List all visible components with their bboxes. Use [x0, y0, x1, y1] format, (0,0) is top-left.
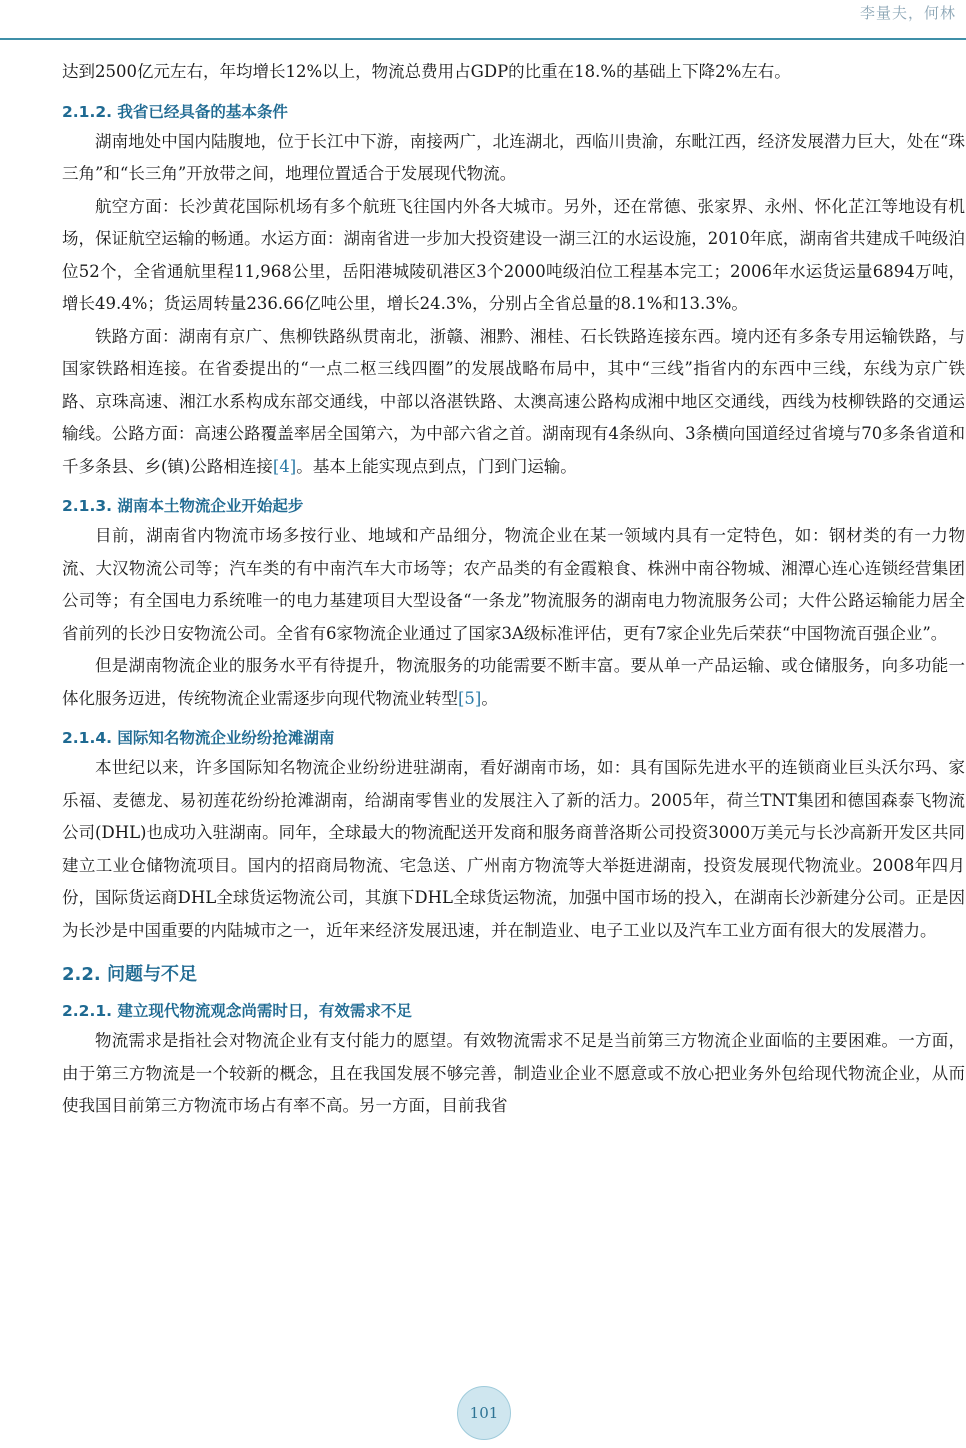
paragraph-text: 铁路方面：湖南有京广、焦柳铁路纵贯南北，浙赣、湘黔、湘桂、石长铁路连接东西。境内还有多条专用运输铁路，与国家铁路相连接。在省委提出的“一点二枢三线四圈”的发展战略布局中，其中“三线”指省内的东西中三线，东线为京广铁路、京珠高速、湘江水系构成东部交通线，中部以洛湛铁路、太澳高速公路构成湘中地区交通线，西线为枝柳铁路的交通运输线。公路方面：高速公路覆盖率居全国第六，为中部六省之首。湖南现有4条纵向、3条横向国道经过省境与70多条省道和千多条县、乡(镇)公路相连接	[62, 326, 965, 476]
paragraph: 航空方面：长沙黄花国际机场有多个航班飞往国内外各大城市。另外，还在常德、张家界、永州、怀化芷江等地设有机场，保证航空运输的畅通。水运方面：湖南省进一步加大投资建设一湖三江的水运设施，2010年底，湖南省共建成千吨级泊位52个，全省通航里程11,968公里，岳阳港城陵矶港区3个2000吨级泊位工程基本完工；2006年水运货运量6894万吨，增长49.4%；货运周转量236.66亿吨公里，增长24.3%，分别占全省总量的8.1%和13.3%。	[62, 196, 965, 313]
paragraph: 湖南地处中国内陆腹地，位于长江中下游，南接两广，北连湖北，西临川贵渝，东毗江西，经济发展潜力巨大，处在“珠三角”和“长三角”开放带之间，地理位置适合于发展现代物流。	[62, 131, 965, 183]
paragraph: 目前，湖南省内物流市场多按行业、地域和产品细分，物流企业在某一领域内具有一定特色，如：钢材类的有一力物流、大汉物流公司等；汽车类的有中南汽车大市场等；农产品类的有金霞粮食、株洲中南谷物城、湘潭心连心连锁经营集团公司等；有全国电力系统唯一的电力基建项目大型设备“一条龙”物流服务的湖南电力物流服务公司；大件公路运输能力居全省前列的长沙日安物流公司。全省有6家物流企业通过了国家3A级标准评估，更有7家企业先后荣获“中国物流百强企业”。	[62, 526, 965, 643]
header-rule	[0, 38, 966, 40]
page-body	[62, 56, 965, 1123]
paragraph	[62, 650, 965, 715]
paragraph: 物流需求是指社会对物流企业有支付能力的愿望。有效物流需求不足是当前第三方物流企业面临的主要困难。一方面，由于第三方物流是一个较新的概念，且在我国发展不够完善，制造业企业不愿意或不放心把业务外包给现代物流企业，从而使我国目前第三方物流市场占有率不高。另一方面，目前我省	[62, 1031, 965, 1115]
paragraph	[62, 321, 965, 484]
page-number: 101	[469, 1404, 499, 1422]
section-heading-2-2: 2.2. 问题与不足	[62, 964, 197, 985]
section-heading-2-1-2: 2.1.2. 我省已经具备的基本条件	[62, 102, 288, 121]
page-number-badge	[457, 1386, 511, 1440]
paragraph-text: 。	[481, 688, 498, 708]
paragraph-text: 。基本上能实现点到点，门到门运输。	[296, 456, 577, 476]
paragraph-text: 但是湖南物流企业的服务水平有待提升，物流服务的功能需要不断丰富。要从单一产品运输、或仓储服务，向多功能一体化服务迈进，传统物流企业需逐步向现代物流业转型	[62, 656, 965, 708]
citation-link[interactable]: [5]	[458, 688, 482, 708]
lead-paragraph: 达到2500亿元左右，年均增长12%以上，物流总费用占GDP的比重在18.%的基础上下降2%左右。	[62, 62, 791, 81]
paragraph: 本世纪以来，许多国际知名物流企业纷纷进驻湖南，看好湖南市场，如：具有国际先进水平的连锁商业巨头沃尔玛、家乐福、麦德龙、易初莲花纷纷抢滩湖南，给湖南零售业的发展注入了新的活力。2005年，荷兰TNT集团和德国森泰飞物流公司(DHL)也成功入驻湖南。同年，全球最大的物流配送开发商和服务商普洛斯公司投资3000万美元与长沙高新开发区共同建立工业仓储物流项目。国内的招商局物流、宅急送、广州南方物流等大举挺进湖南，投资发展现代物流业。2008年四月份，国际货运商DHL全球货运物流公司，其旗下DHL全球货运物流，加强中国市场的投入，在湖南长沙新建分公司。正是因为长沙是中国重要的内陆城市之一，近年来经济发展迅速，并在制造业、电子工业以及汽车工业方面有很大的发展潜力。	[62, 758, 965, 940]
section-heading-2-2-1: 2.2.1. 建立现代物流观念尚需时日，有效需求不足	[62, 1002, 412, 1020]
header-authors: 李量夫，何林	[859, 4, 956, 22]
section-heading-2-1-3: 2.1.3. 湖南本土物流企业开始起步	[62, 497, 304, 515]
citation-link[interactable]: [4]	[272, 456, 297, 476]
section-heading-2-1-4: 2.1.4. 国际知名物流企业纷纷抢滩湖南	[62, 729, 335, 747]
